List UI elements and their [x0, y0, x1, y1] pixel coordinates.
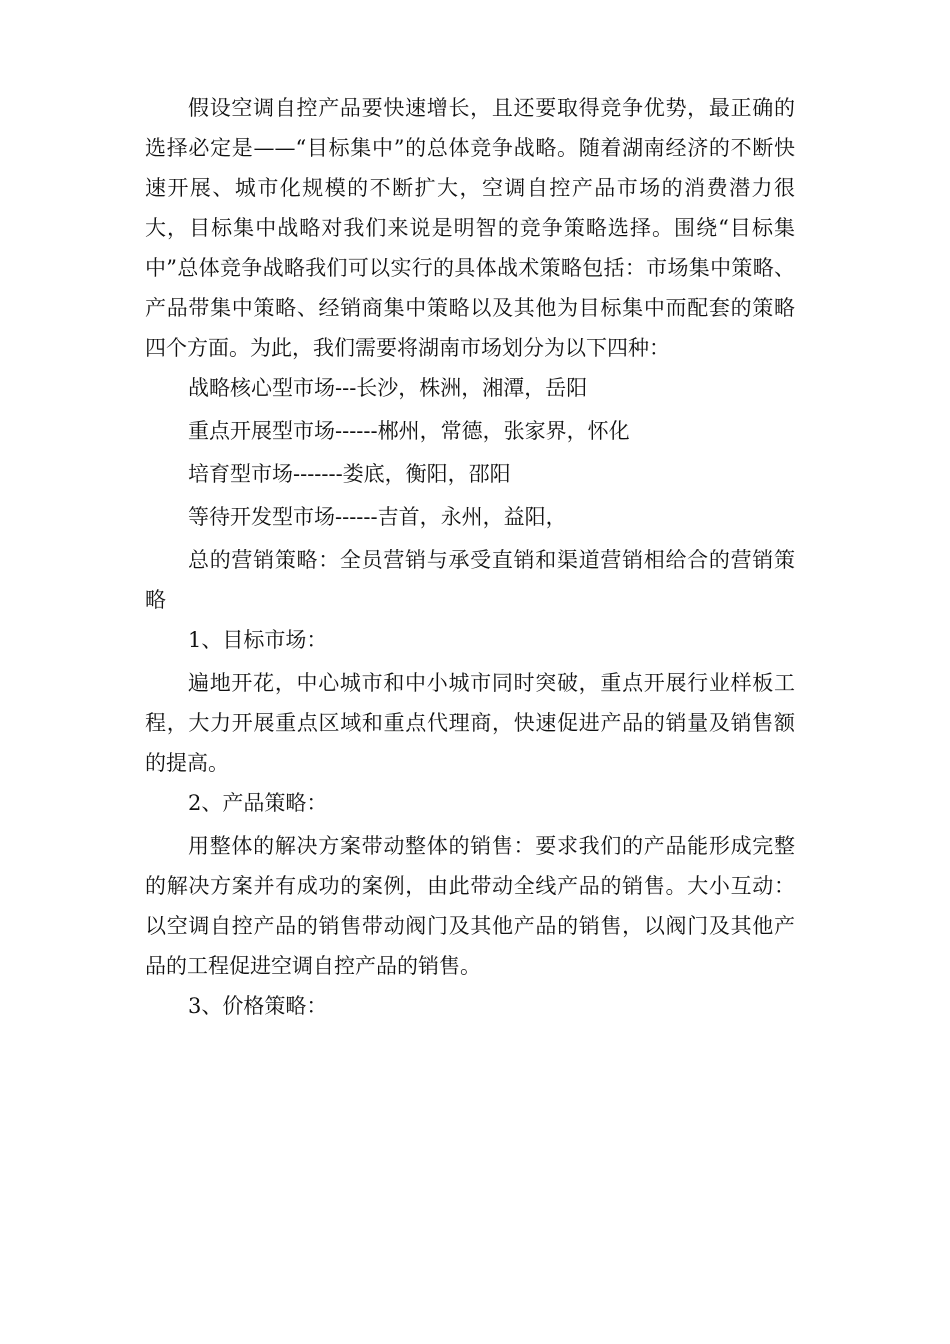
paragraph-product-strategy: 用整体的解决方案带动整体的销售：要求我们的产品能形成完整的解决方案并有成功的案例，由此带动全线产品的销售。大小互动：以空调自控产品的销售带动阀门及其他产品的销售，以阀门及其他产品的工程促进空调自控产品的销售。	[145, 834, 795, 978]
market-pending-line: 等待开发型市场------吉首，永州，益阳，	[188, 505, 567, 529]
heading-target-market: 1、目标市场：	[188, 628, 328, 652]
market-key-development-line: 重点开展型市场------郴州，常德，张家界，怀化	[188, 419, 630, 443]
heading-product-strategy: 2、产品策略：	[188, 791, 328, 815]
paragraph-overall-marketing: 总的营销策略：全员营销与承受直销和渠道营销相给合的营销策略	[145, 548, 795, 612]
market-cultivation-line: 培育型市场-------娄底，衡阳，邵阳	[188, 462, 511, 486]
paragraph-strategy-intro: 假设空调自控产品要快速增长，且还要取得竞争优势，最正确的选择必定是——“目标集中”的总体竞争战略。随着湖南经济的不断快速开展、城市化规模的不断扩大，空调自控产品市场的消费潜力很大，目标集中战略对我们来说是明智的竞争策略选择。围绕“目标集中”总体竞争战略我们可以实行的具体战术策略包括：市场集中策略、产品带集中策略、经销商集中策略以及其他为目标集中而配套的策略四个方面。为此，我们需要将湖南市场划分为以下四种：	[145, 96, 795, 360]
document-body	[145, 88, 795, 1029]
paragraph-target-market: 遍地开花，中心城市和中小城市同时突破，重点开展行业样板工程，大力开展重点区域和重点代理商，快速促进产品的销量及销售额的提高。	[145, 671, 795, 775]
heading-price-strategy: 3、价格策略：	[188, 994, 328, 1018]
market-core-line: 战略核心型市场---长沙，株洲，湘潭，岳阳	[188, 376, 588, 400]
